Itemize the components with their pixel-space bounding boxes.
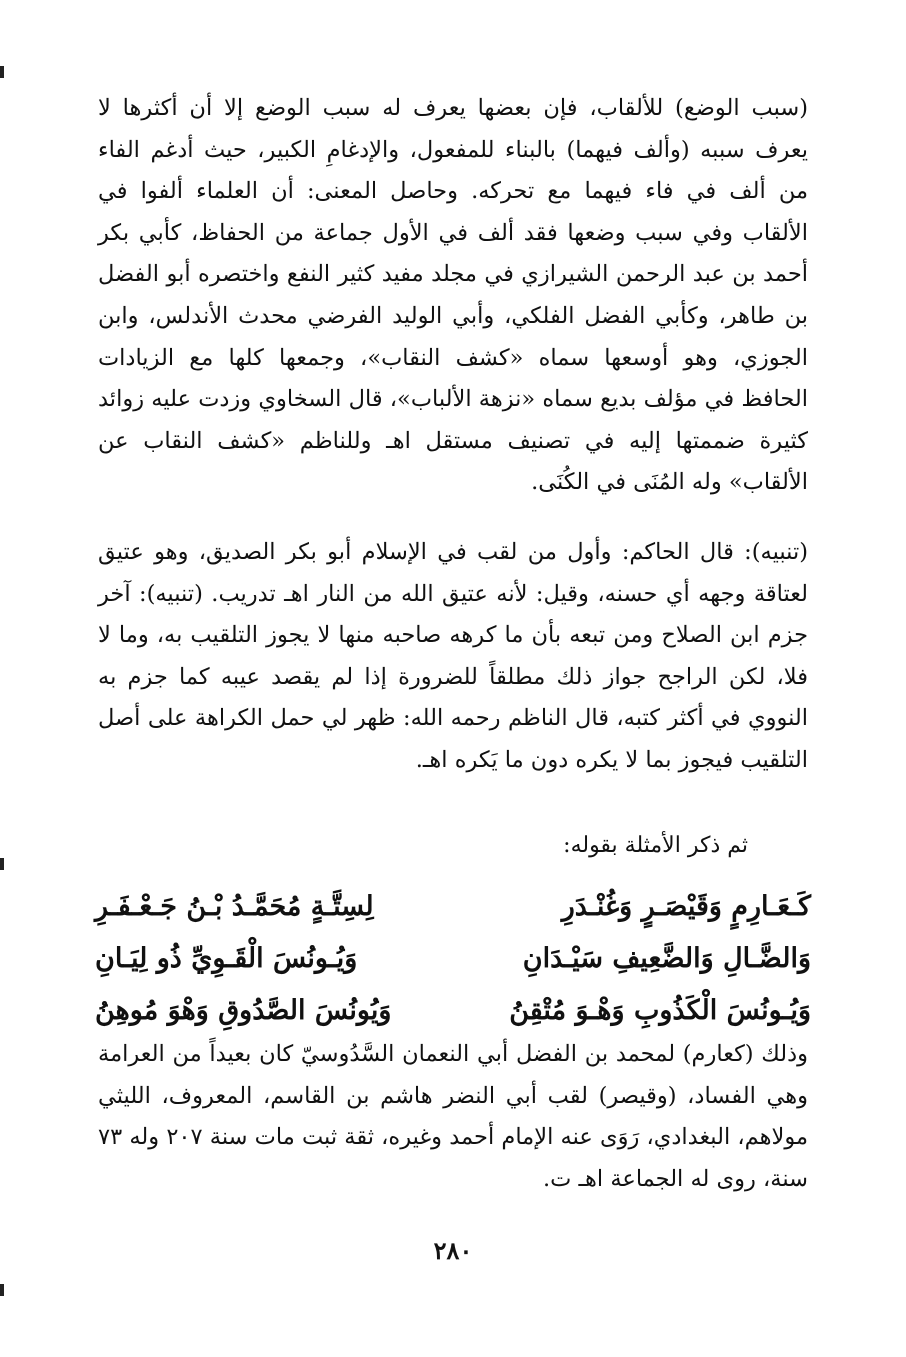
verse-second-hemistich: لِسِتَّـةٍ مُحَمَّـدُ بْـنُ جَـعْـفَـرِ [95, 890, 374, 922]
edge-mark [0, 858, 4, 870]
verse-first-hemistich: وَالضَّـالِ وَالضَّعِيفِ سَيْـدَانِ [522, 942, 811, 974]
verse-first-hemistich: كَـعَـارِمٍ وَقَيْصَـرٍ وَغُنْـدَرِ [561, 890, 811, 922]
commentary-paragraph-2: (تنبيه): قال الحاكم: وأول من لقب في الإسلام أبو بكر الصديق، وهو عتيق لعتاقة وجهه أي حسنه، وقيل: لأنه عتيق الله من النار اهـ تدريب. (تنبيه): آخر جزم ابن الصلاح ومن تبعه بأن ما كرهه صاحبه منها لا يجوز التلقيب به، وما لا فلا، لكن الراجح جواز ذلك مطلقاً للضرورة إذا لم يقصد عيبه كما جزم به النووي في أكثر كتبه، قال الناظم رحمه الله: ظهر لي حمل الكراهة على أصل التلقيب فيجوز بما لا يكره دون ما يَكره اهـ. [98, 539, 808, 773]
verse-line [95, 984, 811, 1036]
verse-line [95, 880, 811, 932]
verse-second-hemistich: وَيُونُسَ الصَّدُوقِ وَهْوَ مُوهِنُ [95, 994, 392, 1026]
edge-mark [0, 66, 4, 78]
edge-mark [0, 1284, 4, 1296]
verse-first-hemistich: وَيُـونُسَ الْكَذُوبِ وَهْـوَ مُتْقِنُ [509, 994, 811, 1026]
commentary-paragraph-1: (سبب الوضع) للألقاب، فإن بعضها يعرف له سبب الوضع إلا أن أكثرها لا يعرف سببه (وألف فيهما) بالبناء للمفعول، والإدغامِ الكبير، حيث أدغم الفاء من ألف في فاء فيهما مع تحركه. وحاصل المعنى: أن العلماء ألفوا في الألقاب وفي سبب وضعها فقد ألف في الأول جماعة من الحفاظ، كأبي بكر أحمد بن عبد الرحمن الشيرازي في مجلد مفيد كثير النفع واختصره أبو الفضل بن طاهر، وكأبي الفضل الفلكي، وأبي الوليد الفرضي محدث الأندلس، وابن الجوزي، وهو أوسعها سماه «كشف النقاب»، وجمعها كلها مع الزيادات الحافظ في مؤلف بديع سماه «نزهة الألباب»، قال السخاوي وزدت عليه زوائد كثيرة ضممتها إليه في تصنيف مستقل اهـ وللناظم «كشف النقاب عن الألقاب» وله المُنَى في الكُنَى. [98, 95, 808, 496]
verse-second-hemistich: وَيُـونُسَ الْقَـوِيِّ ذُو لِيَـانِ [95, 942, 358, 974]
commentary-paragraph-3: وذلك (كعارم) لمحمد بن الفضل أبي النعمان السَّدُوسيّ كان بعيداً من العرامة وهي الفساد، (وقيصر) لقب أبي النضر هاشم بن القاسم، المعروف، الليثي مولاهم، البغدادي، رَوَى عنه الإمام أحمد وغيره، ثقة ثبت مات سنة ٢٠٧ وله ٧٣ سنة، روى له الجماعة اهـ ت. [98, 1041, 808, 1192]
poem-verses [95, 880, 811, 1036]
page-number: ٢٨٠ [433, 1236, 473, 1265]
verse-line [95, 932, 811, 984]
verse-intro: ثم ذكر الأمثلة بقوله: [563, 833, 748, 858]
